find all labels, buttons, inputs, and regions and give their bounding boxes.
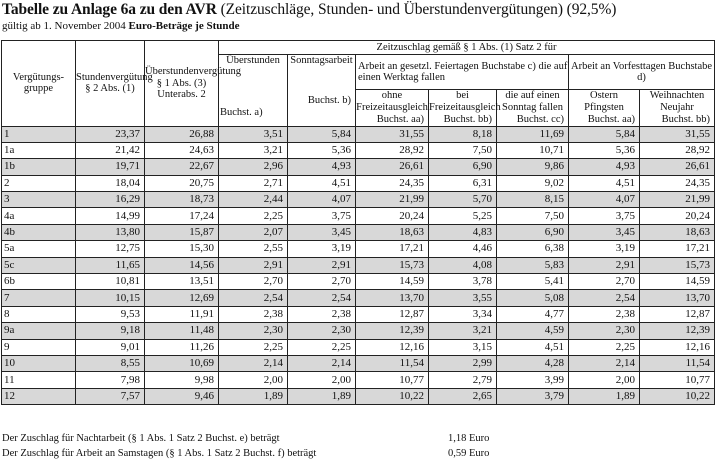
header-buchst-bb2: Buchst. bb) bbox=[661, 114, 711, 125]
cell-value: 2,25 bbox=[219, 208, 288, 224]
header-ueberstunden-label: Überstunden bbox=[226, 55, 280, 66]
cell-value: 3,75 bbox=[569, 208, 640, 224]
cell-value: 12,39 bbox=[356, 323, 429, 339]
cell-value: 2,30 bbox=[288, 323, 356, 339]
cell-value: 14,59 bbox=[640, 274, 715, 290]
table-row bbox=[2, 274, 715, 290]
subtitle-validity: gültig ab 1. November 2004 bbox=[2, 20, 129, 32]
table-row bbox=[2, 224, 715, 240]
cell-value: 15,30 bbox=[145, 241, 219, 257]
cell-value: 5,08 bbox=[497, 290, 569, 306]
header-weihnachten-label: Weihnachten Neujahr bbox=[649, 90, 705, 113]
cell-value: 10,22 bbox=[356, 388, 429, 404]
header-bei-freizeit-label: bei Freizeitausgleich bbox=[429, 90, 501, 113]
cell-value: 3,51 bbox=[219, 126, 288, 142]
cell-value: 4,51 bbox=[288, 175, 356, 191]
cell-value: 4,83 bbox=[429, 224, 497, 240]
cell-value: 5,84 bbox=[288, 126, 356, 142]
header-ostern bbox=[569, 90, 640, 127]
cell-value: 22,67 bbox=[145, 159, 219, 175]
cell-group: 7 bbox=[2, 290, 76, 306]
cell-value: 10,22 bbox=[640, 388, 715, 404]
cell-value: 8,55 bbox=[76, 355, 145, 371]
cell-value: 12,87 bbox=[640, 306, 715, 322]
header-zeitzuschlag: Zeitzuschlag gemäß § 1 Abs. (1) Satz 2 für bbox=[219, 41, 715, 55]
cell-value: 13,70 bbox=[640, 290, 715, 306]
cell-value: 28,92 bbox=[640, 142, 715, 158]
cell-value: 2,38 bbox=[288, 306, 356, 322]
cell-value: 11,91 bbox=[145, 306, 219, 322]
cell-value: 2,91 bbox=[219, 257, 288, 273]
header-ohne-freizeit bbox=[356, 90, 429, 127]
cell-value: 12,69 bbox=[145, 290, 219, 306]
table-row bbox=[2, 355, 715, 371]
header-hourly: Stundenvergütung § 2 Abs. (1) bbox=[76, 41, 145, 127]
footnote-label: Der Zuschlag für Nachtarbeit (§ 1 Abs. 1 Satz 2 Buchst. e) beträgt bbox=[2, 433, 280, 444]
cell-group: 12 bbox=[2, 388, 76, 404]
cell-value: 1,89 bbox=[569, 388, 640, 404]
cell-value: 3,79 bbox=[497, 388, 569, 404]
cell-value: 20,24 bbox=[356, 208, 429, 224]
cell-value: 9,18 bbox=[76, 323, 145, 339]
cell-value: 2,07 bbox=[219, 224, 288, 240]
cell-value: 10,77 bbox=[640, 372, 715, 388]
cell-value: 26,61 bbox=[640, 159, 715, 175]
cell-value: 3,75 bbox=[288, 208, 356, 224]
cell-value: 2,14 bbox=[219, 355, 288, 371]
cell-group: 5c bbox=[2, 257, 76, 273]
header-buchst-a: Buchst. a) bbox=[220, 106, 263, 118]
cell-value: 3,21 bbox=[429, 323, 497, 339]
table-row bbox=[2, 306, 715, 322]
cell-value: 16,29 bbox=[76, 192, 145, 208]
cell-value: 9,46 bbox=[145, 388, 219, 404]
cell-value: 11,48 bbox=[145, 323, 219, 339]
cell-value: 3,19 bbox=[288, 241, 356, 257]
title-bold: Tabelle zu Anlage 6a zu den AVR bbox=[2, 1, 217, 18]
header-ohne-freizeit-label: ohne Freizeitausgleich bbox=[356, 90, 428, 113]
cell-group: 1b bbox=[2, 159, 76, 175]
table-row bbox=[2, 241, 715, 257]
header-ostern-label: Ostern Pfingsten bbox=[584, 90, 624, 113]
cell-value: 3,45 bbox=[288, 224, 356, 240]
cell-value: 31,55 bbox=[356, 126, 429, 142]
cell-value: 2,70 bbox=[569, 274, 640, 290]
cell-value: 13,51 bbox=[145, 274, 219, 290]
cell-value: 10,81 bbox=[76, 274, 145, 290]
cell-value: 2,25 bbox=[288, 339, 356, 355]
cell-value: 4,07 bbox=[569, 192, 640, 208]
cell-group: 2 bbox=[2, 175, 76, 191]
cell-value: 24,63 bbox=[145, 142, 219, 158]
cell-value: 17,21 bbox=[356, 241, 429, 257]
header-sonntag-fallen-label: die auf einen Sonntag fallen bbox=[502, 90, 563, 113]
cell-value: 2,38 bbox=[569, 306, 640, 322]
cell-value: 13,70 bbox=[356, 290, 429, 306]
table-row bbox=[2, 192, 715, 208]
cell-value: 2,54 bbox=[219, 290, 288, 306]
cell-value: 19,71 bbox=[76, 159, 145, 175]
table-row bbox=[2, 142, 715, 158]
header-buchst-bb: Buchst. bb) bbox=[443, 114, 492, 125]
cell-value: 5,83 bbox=[497, 257, 569, 273]
footnote-value: 0,59 Euro bbox=[448, 448, 490, 459]
cell-value: 23,37 bbox=[76, 126, 145, 142]
cell-value: 3,45 bbox=[569, 224, 640, 240]
rates-table bbox=[1, 40, 715, 405]
header-vorfesttag: Arbeit an Vorfesttagen Buchstabe d) bbox=[569, 55, 715, 90]
cell-value: 4,08 bbox=[429, 257, 497, 273]
cell-value: 2,55 bbox=[219, 241, 288, 257]
cell-value: 14,56 bbox=[145, 257, 219, 273]
cell-value: 11,69 bbox=[497, 126, 569, 142]
table-row bbox=[2, 290, 715, 306]
page-title bbox=[2, 1, 616, 19]
cell-group: 10 bbox=[2, 355, 76, 371]
cell-value: 3,21 bbox=[219, 142, 288, 158]
cell-value: 24,35 bbox=[640, 175, 715, 191]
cell-value: 5,25 bbox=[429, 208, 497, 224]
cell-value: 12,87 bbox=[356, 306, 429, 322]
cell-value: 17,24 bbox=[145, 208, 219, 224]
cell-value: 28,92 bbox=[356, 142, 429, 158]
cell-value: 24,35 bbox=[356, 175, 429, 191]
table-row bbox=[2, 126, 715, 142]
cell-value: 6,90 bbox=[429, 159, 497, 175]
cell-value: 4,93 bbox=[288, 159, 356, 175]
table-row bbox=[2, 388, 715, 404]
header-feiertag: Arbeit an gesetzl. Feiertagen Buchstabe c) die auf einen Werktag fallen bbox=[356, 55, 569, 90]
cell-value: 2,14 bbox=[288, 355, 356, 371]
rates-table-body bbox=[2, 126, 715, 405]
cell-value: 2,00 bbox=[288, 372, 356, 388]
title-rest: (Zeitzuschläge, Stunden- und Überstundenvergütungen) (92,5%) bbox=[216, 1, 617, 18]
cell-value: 2,70 bbox=[219, 274, 288, 290]
cell-group: 6b bbox=[2, 274, 76, 290]
cell-value: 5,70 bbox=[429, 192, 497, 208]
cell-value: 21,42 bbox=[76, 142, 145, 158]
footnote-value: 1,18 Euro bbox=[448, 433, 490, 444]
cell-value: 1,89 bbox=[288, 388, 356, 404]
cell-value: 14,59 bbox=[356, 274, 429, 290]
cell-value: 4,46 bbox=[429, 241, 497, 257]
cell-value: 4,59 bbox=[497, 323, 569, 339]
cell-value: 18,04 bbox=[76, 175, 145, 191]
cell-value: 5,36 bbox=[569, 142, 640, 158]
cell-value: 26,61 bbox=[356, 159, 429, 175]
header-sonntag bbox=[288, 55, 356, 127]
cell-value: 2,25 bbox=[569, 339, 640, 355]
footnote-label: Der Zuschlag für Arbeit an Samstagen (§ 1 Abs. 1 Satz 2 Buchst. f) beträgt bbox=[2, 448, 317, 459]
cell-value: 11,65 bbox=[76, 257, 145, 273]
header-bei-freizeit bbox=[429, 90, 501, 127]
header-ueberstunden bbox=[219, 55, 288, 127]
header-weihnachten bbox=[640, 90, 715, 127]
cell-value: 21,99 bbox=[640, 192, 715, 208]
cell-value: 12,16 bbox=[640, 339, 715, 355]
cell-value: 5,41 bbox=[497, 274, 569, 290]
cell-value: 10,69 bbox=[145, 355, 219, 371]
cell-value: 9,86 bbox=[497, 159, 569, 175]
cell-value: 2,96 bbox=[219, 159, 288, 175]
header-buchst-aa2: Buchst. aa) bbox=[587, 114, 635, 125]
cell-value: 2,99 bbox=[429, 355, 497, 371]
cell-value: 2,70 bbox=[288, 274, 356, 290]
cell-value: 17,21 bbox=[640, 241, 715, 257]
cell-value: 9,98 bbox=[145, 372, 219, 388]
cell-value: 21,99 bbox=[356, 192, 429, 208]
cell-value: 2,65 bbox=[429, 388, 497, 404]
cell-value: 18,63 bbox=[640, 224, 715, 240]
cell-value: 26,88 bbox=[145, 126, 219, 142]
cell-value: 3,19 bbox=[569, 241, 640, 257]
cell-value: 4,77 bbox=[497, 306, 569, 322]
header-group: Vergütungs-gruppe bbox=[2, 41, 76, 127]
header-buchst-cc: Buchst. cc) bbox=[516, 114, 564, 125]
cell-value: 5,84 bbox=[569, 126, 640, 142]
table-row bbox=[2, 372, 715, 388]
cell-value: 10,77 bbox=[356, 372, 429, 388]
cell-value: 15,73 bbox=[356, 257, 429, 273]
cell-value: 1,89 bbox=[219, 388, 288, 404]
cell-value: 20,24 bbox=[640, 208, 715, 224]
cell-value: 6,38 bbox=[497, 241, 569, 257]
cell-value: 3,78 bbox=[429, 274, 497, 290]
cell-value: 2,00 bbox=[569, 372, 640, 388]
table-row bbox=[2, 208, 715, 224]
cell-value: 9,53 bbox=[76, 306, 145, 322]
cell-value: 2,54 bbox=[569, 290, 640, 306]
cell-group: 4a bbox=[2, 208, 76, 224]
cell-value: 4,07 bbox=[288, 192, 356, 208]
table-row bbox=[2, 257, 715, 273]
cell-value: 7,98 bbox=[76, 372, 145, 388]
table-row bbox=[2, 339, 715, 355]
cell-value: 2,30 bbox=[219, 323, 288, 339]
cell-value: 18,63 bbox=[356, 224, 429, 240]
cell-value: 3,99 bbox=[497, 372, 569, 388]
cell-value: 3,55 bbox=[429, 290, 497, 306]
cell-value: 2,38 bbox=[219, 306, 288, 322]
cell-value: 12,39 bbox=[640, 323, 715, 339]
cell-value: 4,51 bbox=[569, 175, 640, 191]
cell-value: 8,15 bbox=[497, 192, 569, 208]
table-row bbox=[2, 159, 715, 175]
cell-value: 20,75 bbox=[145, 175, 219, 191]
cell-value: 11,54 bbox=[356, 355, 429, 371]
cell-group: 9a bbox=[2, 323, 76, 339]
cell-value: 5,36 bbox=[288, 142, 356, 158]
cell-group: 8 bbox=[2, 306, 76, 322]
table-row bbox=[2, 323, 715, 339]
cell-group: 11 bbox=[2, 372, 76, 388]
cell-group: 4b bbox=[2, 224, 76, 240]
cell-value: 9,02 bbox=[497, 175, 569, 191]
cell-value: 4,28 bbox=[497, 355, 569, 371]
subtitle-unit: Euro-Beträge je Stunde bbox=[128, 20, 240, 32]
header-buchst-aa: Buchst. aa) bbox=[376, 114, 424, 125]
cell-value: 15,73 bbox=[640, 257, 715, 273]
cell-group: 3 bbox=[2, 192, 76, 208]
cell-value: 13,80 bbox=[76, 224, 145, 240]
cell-value: 8,18 bbox=[429, 126, 497, 142]
cell-group: 5a bbox=[2, 241, 76, 257]
cell-value: 2,54 bbox=[288, 290, 356, 306]
header-sonntag-label: Sonntagsarbeit bbox=[290, 55, 353, 66]
cell-value: 7,57 bbox=[76, 388, 145, 404]
cell-value: 3,15 bbox=[429, 339, 497, 355]
cell-value: 2,91 bbox=[569, 257, 640, 273]
cell-value: 2,30 bbox=[569, 323, 640, 339]
cell-value: 7,50 bbox=[429, 142, 497, 158]
cell-value: 3,34 bbox=[429, 306, 497, 322]
cell-value: 12,75 bbox=[76, 241, 145, 257]
cell-value: 6,90 bbox=[497, 224, 569, 240]
cell-group: 1a bbox=[2, 142, 76, 158]
cell-value: 2,14 bbox=[569, 355, 640, 371]
cell-value: 4,93 bbox=[569, 159, 640, 175]
cell-value: 7,50 bbox=[497, 208, 569, 224]
cell-value: 12,16 bbox=[356, 339, 429, 355]
cell-value: 14,99 bbox=[76, 208, 145, 224]
cell-group: 1 bbox=[2, 126, 76, 142]
cell-value: 18,73 bbox=[145, 192, 219, 208]
header-sonntag-fallen bbox=[497, 90, 569, 127]
cell-value: 10,71 bbox=[497, 142, 569, 158]
page-subtitle bbox=[2, 20, 240, 32]
cell-value: 2,91 bbox=[288, 257, 356, 273]
cell-value: 31,55 bbox=[640, 126, 715, 142]
cell-group: 9 bbox=[2, 339, 76, 355]
cell-value: 11,54 bbox=[640, 355, 715, 371]
cell-value: 2,00 bbox=[219, 372, 288, 388]
cell-value: 11,26 bbox=[145, 339, 219, 355]
header-overtime: Überstundenvergütung § 1 Abs. (3) Unterabs. 2 bbox=[145, 41, 219, 127]
table-row bbox=[2, 175, 715, 191]
cell-value: 9,01 bbox=[76, 339, 145, 355]
cell-value: 2,44 bbox=[219, 192, 288, 208]
header-buchst-b: Buchst. b) bbox=[307, 94, 351, 106]
cell-value: 2,25 bbox=[219, 339, 288, 355]
cell-value: 10,15 bbox=[76, 290, 145, 306]
cell-value: 15,87 bbox=[145, 224, 219, 240]
cell-value: 4,51 bbox=[497, 339, 569, 355]
cell-value: 6,31 bbox=[429, 175, 497, 191]
cell-value: 2,79 bbox=[429, 372, 497, 388]
cell-value: 2,71 bbox=[219, 175, 288, 191]
